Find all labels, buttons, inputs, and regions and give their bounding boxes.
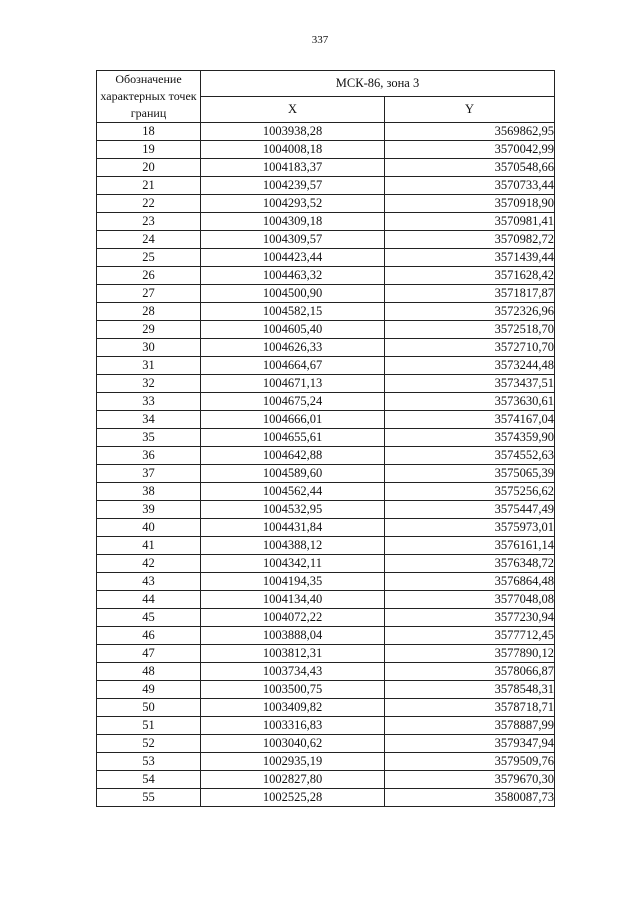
x-coordinate-cell: 1004562,44 [201,483,385,501]
table-row [97,681,555,699]
table-row [97,321,555,339]
point-number-cell: 34 [97,411,201,429]
x-coordinate-cell: 1003316,83 [201,717,385,735]
table-row [97,771,555,789]
y-coordinate-cell: 3574552,63 [385,447,555,465]
y-coordinate-cell: 3573244,48 [385,357,555,375]
y-coordinate-cell: 3573437,51 [385,375,555,393]
x-coordinate-cell: 1004463,32 [201,267,385,285]
table-body [97,123,555,807]
x-coordinate-cell: 1004309,18 [201,213,385,231]
x-coordinate-cell: 1004293,52 [201,195,385,213]
table-row [97,627,555,645]
table-row [97,393,555,411]
x-coordinate-cell: 1003409,82 [201,699,385,717]
point-number-cell: 44 [97,591,201,609]
header-x: X [201,97,385,123]
table-row [97,447,555,465]
point-number-cell: 19 [97,141,201,159]
x-coordinate-cell: 1004655,61 [201,429,385,447]
point-number-cell: 35 [97,429,201,447]
x-coordinate-cell: 1004605,40 [201,321,385,339]
x-coordinate-cell: 1004423,44 [201,249,385,267]
table-row [97,123,555,141]
table-row [97,663,555,681]
point-number-cell: 37 [97,465,201,483]
y-coordinate-cell: 3579509,76 [385,753,555,771]
x-coordinate-cell: 1004194,35 [201,573,385,591]
table-row [97,249,555,267]
point-number-cell: 30 [97,339,201,357]
y-coordinate-cell: 3570982,72 [385,231,555,249]
x-coordinate-cell: 1004626,33 [201,339,385,357]
point-number-cell: 28 [97,303,201,321]
x-coordinate-cell: 1003938,28 [201,123,385,141]
x-coordinate-cell: 1004388,12 [201,537,385,555]
point-number-cell: 51 [97,717,201,735]
table-row [97,429,555,447]
table-row [97,159,555,177]
point-number-cell: 21 [97,177,201,195]
y-coordinate-cell: 3573630,61 [385,393,555,411]
table-row [97,483,555,501]
point-number-cell: 55 [97,789,201,807]
page-number: 337 [311,34,329,46]
table-row [97,789,555,807]
y-coordinate-cell: 3578548,31 [385,681,555,699]
point-number-cell: 18 [97,123,201,141]
table-row [97,285,555,303]
y-coordinate-cell: 3571628,42 [385,267,555,285]
x-coordinate-cell: 1003040,62 [201,735,385,753]
y-coordinate-cell: 3578718,71 [385,699,555,717]
x-coordinate-cell: 1004642,88 [201,447,385,465]
table-row [97,501,555,519]
coordinates-table [96,70,555,807]
point-number-cell: 47 [97,645,201,663]
x-coordinate-cell: 1003500,75 [201,681,385,699]
x-coordinate-cell: 1004666,01 [201,411,385,429]
point-number-cell: 41 [97,537,201,555]
y-coordinate-cell: 3574167,04 [385,411,555,429]
table-row [97,411,555,429]
x-coordinate-cell: 1002935,19 [201,753,385,771]
y-coordinate-cell: 3576161,14 [385,537,555,555]
x-coordinate-cell: 1004589,60 [201,465,385,483]
x-coordinate-cell: 1004532,95 [201,501,385,519]
table-row [97,591,555,609]
table-row [97,141,555,159]
point-number-cell: 29 [97,321,201,339]
point-number-cell: 32 [97,375,201,393]
y-coordinate-cell: 3579670,30 [385,771,555,789]
x-coordinate-cell: 1004671,13 [201,375,385,393]
y-coordinate-cell: 3570981,41 [385,213,555,231]
point-number-cell: 24 [97,231,201,249]
y-coordinate-cell: 3578066,87 [385,663,555,681]
x-coordinate-cell: 1004134,40 [201,591,385,609]
y-coordinate-cell: 3575447,49 [385,501,555,519]
y-coordinate-cell: 3577890,12 [385,645,555,663]
table-row [97,357,555,375]
point-number-cell: 49 [97,681,201,699]
y-coordinate-cell: 3570042,99 [385,141,555,159]
table-row [97,267,555,285]
point-number-cell: 33 [97,393,201,411]
point-number-cell: 31 [97,357,201,375]
y-coordinate-cell: 3571817,87 [385,285,555,303]
y-coordinate-cell: 3579347,94 [385,735,555,753]
y-coordinate-cell: 3576864,48 [385,573,555,591]
table-row [97,519,555,537]
point-number-cell: 26 [97,267,201,285]
table-row [97,303,555,321]
header-row-top [97,71,555,97]
x-coordinate-cell: 1004582,15 [201,303,385,321]
point-number-cell: 20 [97,159,201,177]
point-number-cell: 39 [97,501,201,519]
y-coordinate-cell: 3576348,72 [385,555,555,573]
table-row [97,573,555,591]
x-coordinate-cell: 1004309,57 [201,231,385,249]
point-number-cell: 27 [97,285,201,303]
point-number-cell: 54 [97,771,201,789]
y-coordinate-cell: 3578887,99 [385,717,555,735]
point-number-cell: 53 [97,753,201,771]
table-row [97,375,555,393]
point-number-cell: 45 [97,609,201,627]
y-coordinate-cell: 3577048,08 [385,591,555,609]
y-coordinate-cell: 3577712,45 [385,627,555,645]
x-coordinate-cell: 1002525,28 [201,789,385,807]
point-number-cell: 46 [97,627,201,645]
y-coordinate-cell: 3570918,90 [385,195,555,213]
x-coordinate-cell: 1004183,37 [201,159,385,177]
x-coordinate-cell: 1004431,84 [201,519,385,537]
x-coordinate-cell: 1003812,31 [201,645,385,663]
table-row [97,555,555,573]
point-number-cell: 23 [97,213,201,231]
point-number-cell: 38 [97,483,201,501]
table-row [97,735,555,753]
point-number-cell: 48 [97,663,201,681]
point-number-cell: 25 [97,249,201,267]
header-coordinate-system: МСК-86, зона 3 [201,71,555,97]
x-coordinate-cell: 1004072,22 [201,609,385,627]
table-row [97,753,555,771]
y-coordinate-cell: 3575065,39 [385,465,555,483]
point-number-cell: 22 [97,195,201,213]
table-row [97,177,555,195]
y-coordinate-cell: 3574359,90 [385,429,555,447]
point-number-cell: 40 [97,519,201,537]
table-row [97,195,555,213]
x-coordinate-cell: 1004239,57 [201,177,385,195]
point-number-cell: 52 [97,735,201,753]
y-coordinate-cell: 3575256,62 [385,483,555,501]
header-point-designation: Обозначение характерных точек границ [97,71,201,123]
x-coordinate-cell: 1004008,18 [201,141,385,159]
header-y: Y [385,97,555,123]
table-row [97,699,555,717]
table-row [97,339,555,357]
point-number-cell: 36 [97,447,201,465]
y-coordinate-cell: 3577230,94 [385,609,555,627]
y-coordinate-cell: 3572326,96 [385,303,555,321]
table-row [97,645,555,663]
x-coordinate-cell: 1004664,67 [201,357,385,375]
y-coordinate-cell: 3569862,95 [385,123,555,141]
table-row [97,609,555,627]
x-coordinate-cell: 1004500,90 [201,285,385,303]
y-coordinate-cell: 3571439,44 [385,249,555,267]
x-coordinate-cell: 1004675,24 [201,393,385,411]
y-coordinate-cell: 3572518,70 [385,321,555,339]
table-row [97,537,555,555]
x-coordinate-cell: 1003734,43 [201,663,385,681]
x-coordinate-cell: 1002827,80 [201,771,385,789]
y-coordinate-cell: 3580087,73 [385,789,555,807]
x-coordinate-cell: 1003888,04 [201,627,385,645]
table-row [97,231,555,249]
table-row [97,465,555,483]
table-row [97,213,555,231]
point-number-cell: 50 [97,699,201,717]
point-number-cell: 42 [97,555,201,573]
y-coordinate-cell: 3572710,70 [385,339,555,357]
table-row [97,717,555,735]
point-number-cell: 43 [97,573,201,591]
y-coordinate-cell: 3570733,44 [385,177,555,195]
y-coordinate-cell: 3570548,66 [385,159,555,177]
x-coordinate-cell: 1004342,11 [201,555,385,573]
table-header [97,71,555,123]
y-coordinate-cell: 3575973,01 [385,519,555,537]
